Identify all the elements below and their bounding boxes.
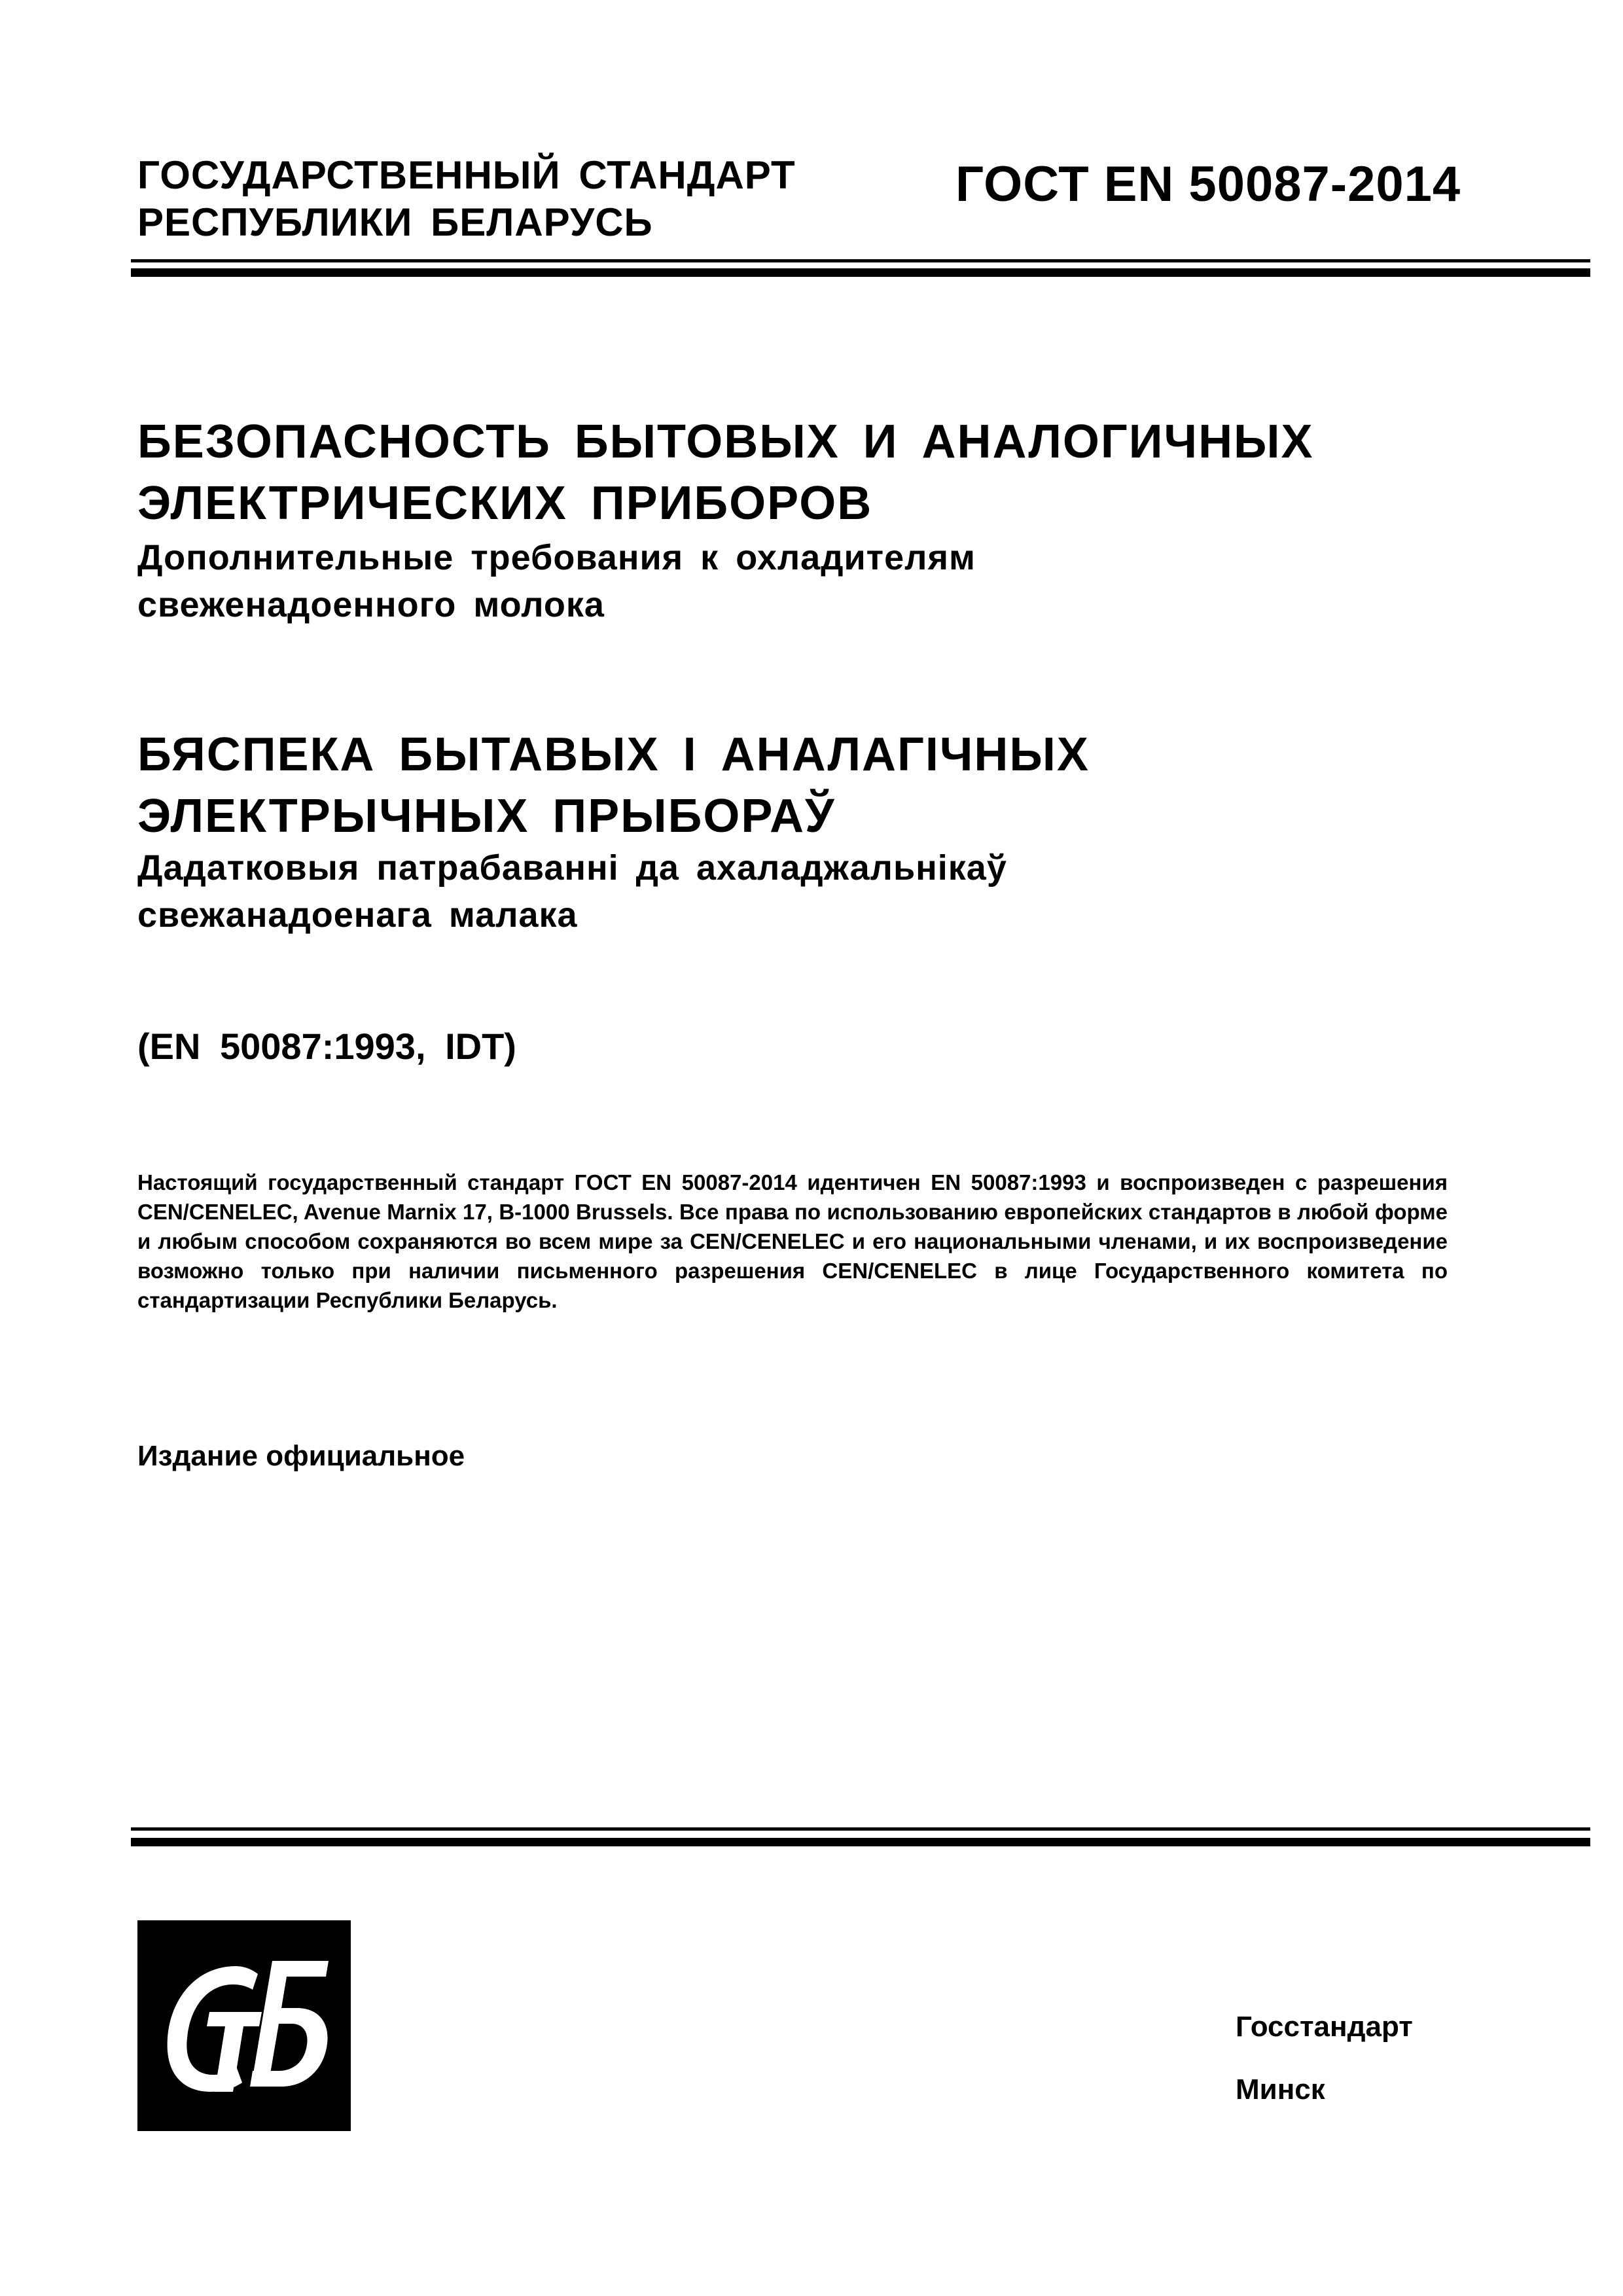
copyright-notice: Настоящий государственный стандарт ГОСТ EN 50087-2014 идентичен EN 50087:1993 и воспроизведен с разрешения CEN/CENELEC, Avenue Marnix 17, B-1000 Brussels. Все права по использованию европейских стандартов в любой форме и любым способом сохраняются во всем мире за CEN/CENELEC и его национальными членами, и их воспроизведение возможно только при наличии письменного разрешения CEN/CENELEC в лице Государственного комитета по стандартизации Республики Беларусь. xyxy=(137,1170,1448,1312)
title-by-line-2: ЭЛЕКТРЫЧНЫХ ПРЫБОРАЎ xyxy=(137,790,836,842)
publisher-name: Госстандарт xyxy=(1236,2011,1413,2043)
header-rule-thin xyxy=(131,259,1590,262)
edition-label: Издание официальное xyxy=(137,1440,465,1472)
title-by-line-1: БЯСПЕКА БЫТАВЫХ І АНАЛАГІЧНЫХ xyxy=(137,728,1090,781)
issuer-block xyxy=(137,152,796,246)
title-by-main xyxy=(137,724,1090,847)
header-rule-thick xyxy=(131,268,1590,277)
issuer-line-2: РЕСПУБЛИКИ БЕЛАРУСЬ xyxy=(137,200,653,244)
title-ru-subtitle xyxy=(137,534,976,628)
subtitle-ru-line-2: свеженадоенного молока xyxy=(137,585,605,624)
subtitle-ru-line-1: Дополнительные требования к охладителям xyxy=(137,538,976,577)
title-by-subtitle xyxy=(137,844,1007,939)
stb-logo xyxy=(137,1920,351,2131)
standard-reference: (EN 50087:1993, IDT) xyxy=(137,1026,516,1067)
stb-logo-icon xyxy=(137,1920,351,2131)
issuer-line-1: ГОСУДАРСТВЕННЫЙ СТАНДАРТ xyxy=(137,153,796,197)
footer-rule-thick xyxy=(131,1838,1590,1846)
subtitle-by-line-1: Дадатковыя патрабаванні да ахаладжальнікаў xyxy=(137,848,1007,888)
footer-rule-thin xyxy=(131,1827,1590,1831)
title-ru-line-2: ЭЛЕКТРИЧЕСКИХ ПРИБОРОВ xyxy=(137,477,873,529)
subtitle-by-line-2: свежанадоенага малака xyxy=(137,895,578,935)
title-ru-main xyxy=(137,411,1314,534)
document-number: ГОСТ EN 50087-2014 xyxy=(955,156,1461,212)
publisher-city: Минск xyxy=(1236,2073,1325,2106)
title-ru-line-1: БЕЗОПАСНОСТЬ БЫТОВЫХ И АНАЛОГИЧНЫХ xyxy=(137,416,1314,468)
